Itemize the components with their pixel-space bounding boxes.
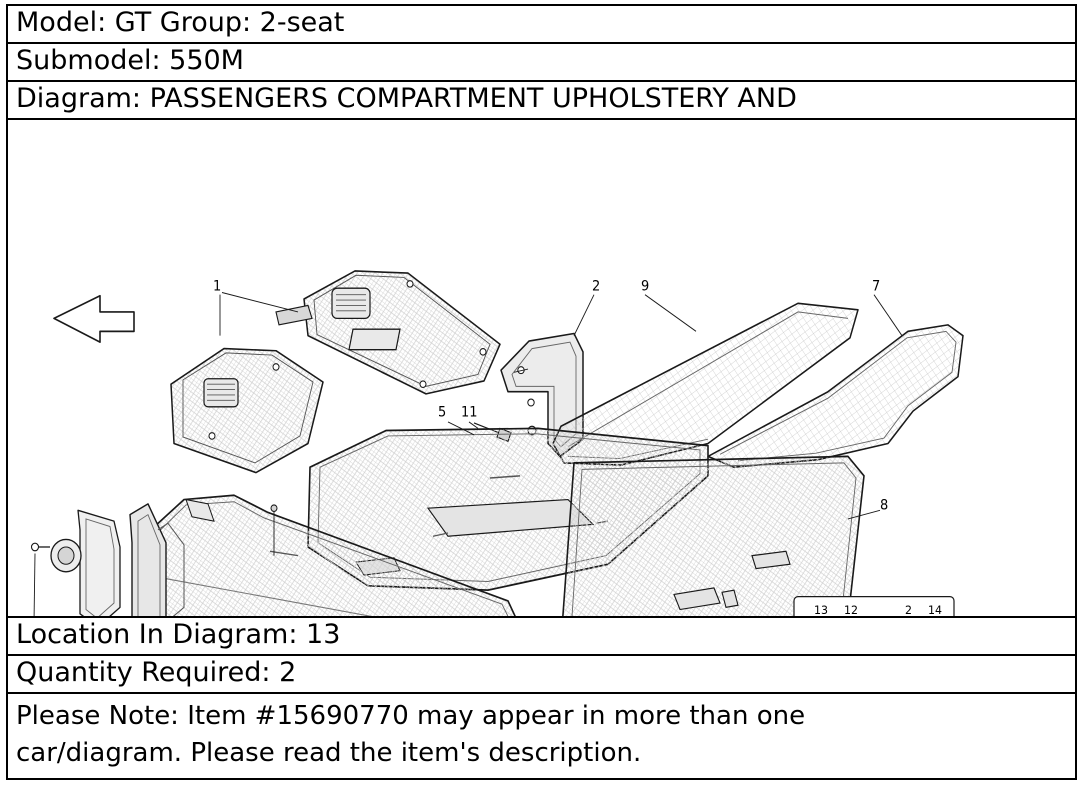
note-line-1: Please Note: Item #15690770 may appear in more than one [16,701,806,731]
callout-1: 1 [213,277,222,295]
callout-12: 12 [844,602,858,616]
callout-7: 7 [872,277,881,295]
grommet-10[interactable] [32,539,82,571]
diagram-svg [8,120,1075,616]
callout-5: 5 [438,404,447,421]
note-line-2: car/diagram. Please read the item's description. [16,738,642,768]
callout-2-inset: 2 [905,602,913,616]
quantity-row: Quantity Required: 2 [8,656,1075,694]
callout-leader-2 [574,295,594,336]
callout-9: 9 [641,277,650,295]
callout-11: 11 [461,404,478,421]
diagram-frame [6,4,1077,780]
callout-2: 2 [592,277,601,295]
diagram-illustration[interactable] [8,120,1075,618]
rear-panel-8[interactable] [556,456,864,616]
submodel-row: Submodel: 550M [8,44,1075,82]
callout-13: 13 [814,602,828,616]
callout-14: 14 [928,602,942,616]
callout-leader-9 [645,295,696,332]
callout-leader-10 [33,553,35,616]
callout-leader-11 [469,422,478,428]
diagram-title-row: Diagram: PASSENGERS COMPARTMENT UPHOLSTERY AND [8,82,1075,120]
bracket-4[interactable] [78,510,120,616]
arrow-left-icon [54,296,134,342]
location-row: Location In Diagram: 13 [8,618,1075,656]
callout-leader-7 [874,295,902,336]
model-row: Model: GT Group: 2-seat [8,6,1075,44]
callout-8: 8 [880,496,889,514]
please-note-block [8,694,1075,778]
floor-mat-left[interactable] [171,349,323,473]
